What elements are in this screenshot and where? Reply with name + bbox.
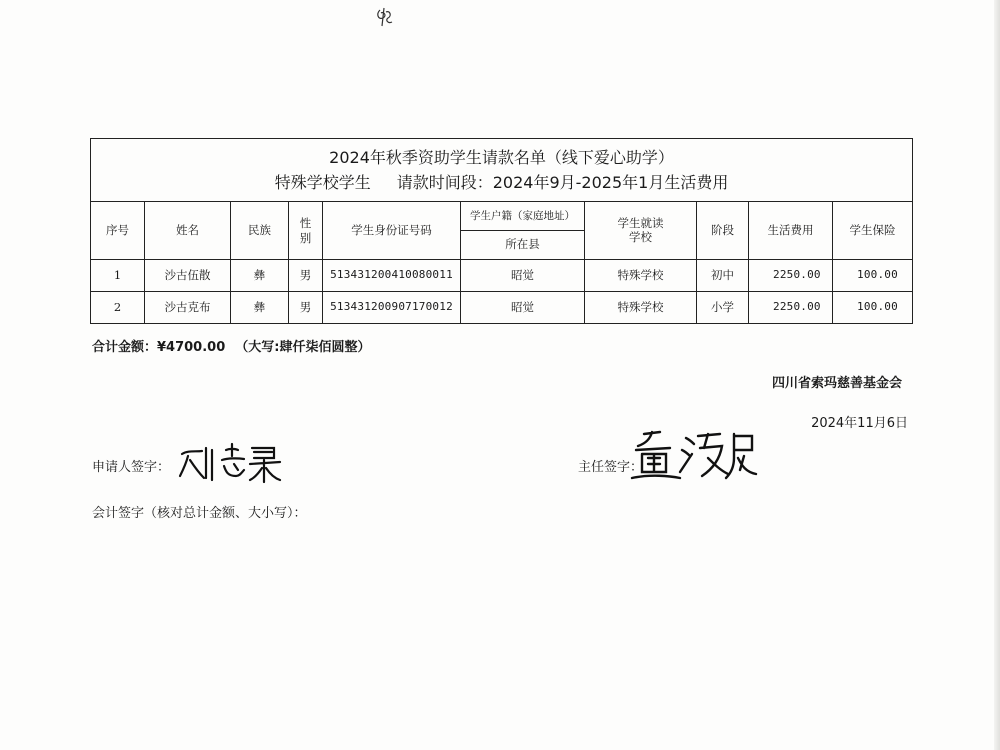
cell-living-cost: 2250.00 [749,260,833,292]
cell-insurance: 100.00 [833,260,913,292]
applicant-signature [176,440,286,484]
cell-stage: 小学 [697,292,749,324]
cell-id-number: 513431200410080011 [323,260,461,292]
scan-edge [994,0,1000,750]
cell-living-cost: 2250.00 [749,292,833,324]
applicant-signature-label: 申请人签字： [92,460,171,475]
header-school-text: 学生就读学校 [617,215,664,244]
cell-insurance: 100.00 [833,292,913,324]
header-living-cost: 生活费用 [749,202,833,260]
cell-ethnicity: 彝 [231,260,289,292]
cell-county: 昭觉 [461,292,585,324]
table-row [91,292,913,324]
cell-name: 沙古克布 [145,292,231,324]
request-table [90,138,913,324]
header-stage: 阶段 [697,202,749,260]
total-label: 合计金额：¥4700.00 [92,340,226,355]
title-period: 请款时间段：2024年9月-2025年1月生活费用 [396,173,729,192]
header-name: 姓名 [145,202,231,260]
cell-seq: 2 [91,292,145,324]
cell-ethnicity: 彝 [231,292,289,324]
title-category: 特殊学校学生 [274,173,371,192]
director-signature [630,428,760,486]
cell-school: 特殊学校 [585,260,697,292]
header-gender [289,202,323,260]
document-date: 2024年11月6日 [811,416,908,431]
cell-gender: 男 [289,260,323,292]
header-gender-text: 性别 [299,216,312,245]
accountant-signature-label: 会计签字（核对总计金额、大小写）： [92,506,307,521]
cell-stage: 初中 [697,260,749,292]
table-row [91,260,913,292]
header-household: 学生户籍（家庭地址） [461,202,585,231]
header-ethnicity: 民族 [231,202,289,260]
director-signature-label: 主任签字： [578,460,644,475]
header-seq: 序号 [91,202,145,260]
header-id-number: 学生身份证号码 [323,202,461,260]
table-title [91,139,913,202]
title-line-1: 2024年秋季资助学生请款名单（线下爱心助学） [329,148,674,167]
header-insurance: 学生保险 [833,202,913,260]
title-line-2 [91,170,912,195]
cell-county: 昭觉 [461,260,585,292]
cell-gender: 男 [289,292,323,324]
foundation-name: 四川省索玛慈善基金会 [771,376,902,391]
header-county: 所在县 [461,231,585,260]
cell-seq: 1 [91,260,145,292]
total-capital: （大写:肆仟柒佰圆整） [235,340,371,355]
cell-id-number: 513431200907170012 [323,292,461,324]
cell-name: 沙古伍散 [145,260,231,292]
cell-school: 特殊学校 [585,292,697,324]
handwritten-page-mark [372,4,400,30]
header-school [585,202,697,260]
total-amount [92,336,370,355]
